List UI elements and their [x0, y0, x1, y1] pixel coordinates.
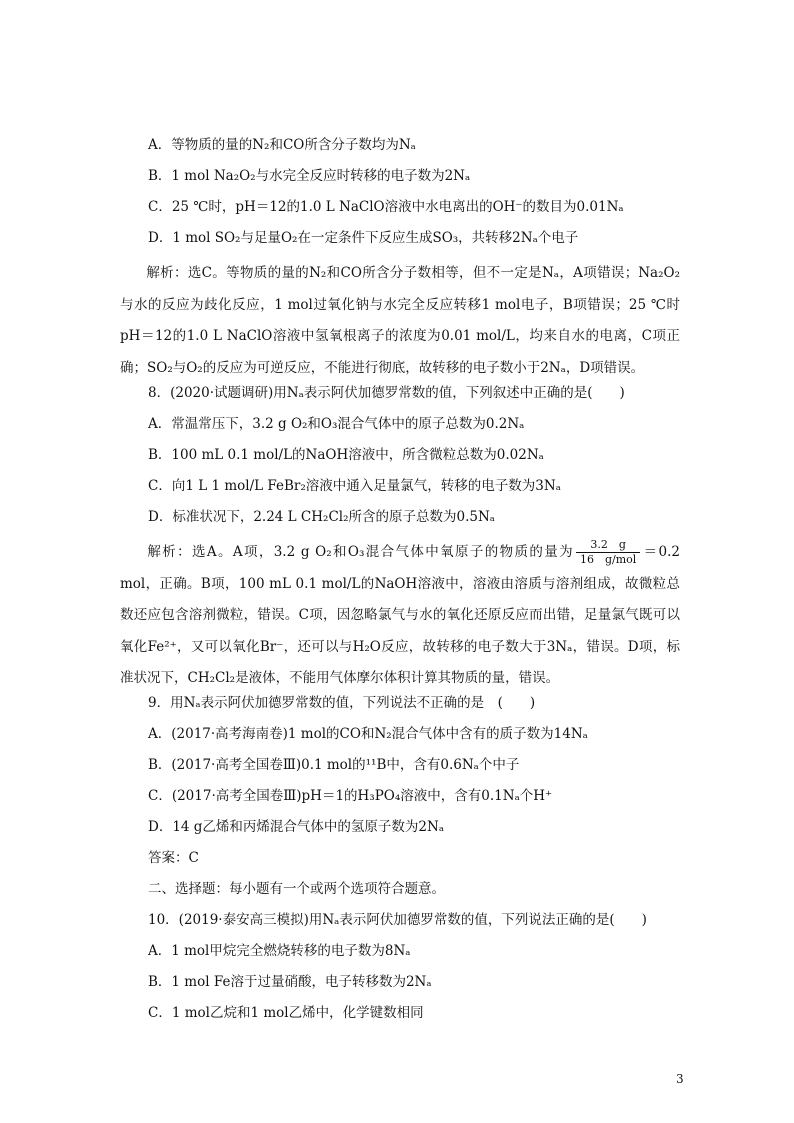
q9-answer: 答案：C — [148, 850, 199, 866]
q8-fraction-numerator: 3.2 g — [576, 538, 640, 553]
q8-fraction — [576, 538, 640, 567]
q7-option-b: B．1 mol Na₂O₂与水完全反应时转移的电子数为2Nₐ — [148, 168, 471, 184]
q8-analysis — [120, 537, 680, 695]
q8-fraction-denominator: 16 g/mol — [579, 553, 637, 566]
q7-option-a: A．等物质的量的N₂和CO所含分子数均为Nₐ — [148, 137, 416, 153]
q9-option-d: D．14 g乙烯和丙烯混合气体中的氢原子数为2Nₐ — [148, 819, 445, 835]
q9-option-a: A．(2017·高考海南卷)1 mol的CO和N₂混合气体中含有的质子数为14Nₐ — [148, 726, 588, 742]
section-2-title: 二、选择题：每小题有一个或两个选项符合题意。 — [148, 881, 445, 897]
q9-option-c: C．(2017·高考全国卷Ⅲ)pH＝1的H₃PO₄溶液中，含有0.1Nₐ个H⁺ — [148, 788, 553, 804]
q8-analysis-post: ＝0.2 mol，正确。B项，100 mL 0.1 mol/L的NaOH溶液中，溶液由溶质与溶剂组成，故微粒总数还应包含溶剂微粒，错误。C项，因忽略氯气与水的氧化还原反应而出错，足量氯气既可以氧化Fe²⁺，又可以氧化Br⁻，还可以与H₂O反应，故转移的电子数大于3Nₐ，错误。D项，标准状况下，CH₂Cl₂是液体，不能用气体摩尔体积计算其物质的量，错误。 — [120, 544, 680, 686]
q10-stem: 10．(2019·泰安高三模拟)用Nₐ表示阿伏加德罗常数的值，下列说法正确的是( ) — [148, 912, 647, 928]
q8-option-d: D．标准状况下，2.24 L CH₂Cl₂所含的原子总数为0.5Nₐ — [148, 509, 495, 525]
q7-analysis — [120, 258, 680, 384]
page-number: 3 — [676, 1072, 684, 1086]
q10-option-a: A．1 mol甲烷完全燃烧转移的电子数为8Nₐ — [148, 943, 411, 959]
q8-option-b: B．100 mL 0.1 mol/L的NaOH溶液中，所含微粒总数为0.02Nₐ — [148, 447, 544, 463]
q10-option-b: B．1 mol Fe溶于过量硝酸，电子转移数为2Nₐ — [148, 974, 432, 990]
q7-option-c: C．25 ℃时，pH＝12的1.0 L NaClO溶液中水电离出的OH⁻的数目为0.01Nₐ — [148, 199, 624, 215]
q9-stem: 9．用Nₐ表示阿伏加德罗常数的值，下列说法不正确的是 ( ) — [148, 695, 536, 711]
q8-option-a: A．常温常压下，3.2 g O₂和O₃混合气体中的原子总数为0.2Nₐ — [148, 416, 525, 432]
q7-analysis-text: 解析：选C。等物质的量的N₂和CO所含分子数相等，但不一定是Nₐ，A项错误；Na₂O₂与水的反应为歧化反应，1 mol过氧化钠与水完全反应转移1 mol电子，B项错误；25 ℃时pH＝12的1.0 L NaClO溶液中氢氧根离子的浓度为0.01 mol/L，均来自水的电离，C项正确；SO₂与O₂的反应为可逆反应，不能进行彻底，故转移的电子数小于2Nₐ，D项错误。 — [120, 265, 680, 376]
q9-option-b: B．(2017·高考全国卷Ⅲ)0.1 mol的¹¹B中，含有0.6Nₐ个中子 — [148, 757, 520, 773]
q7-option-d: D．1 mol SO₂与足量O₂在一定条件下反应生成SO₃，共转移2Nₐ个电子 — [148, 230, 579, 246]
q8-stem: 8．(2020·试题调研)用Nₐ表示阿伏加德罗常数的值，下列叙述中正确的是( ) — [148, 385, 625, 401]
q8-option-c: C．向1 L 1 mol/L FeBr₂溶液中通入足量氯气，转移的电子数为3Nₐ — [148, 478, 561, 494]
q10-option-c: C．1 mol乙烷和1 mol乙烯中，化学键数相同 — [148, 1005, 424, 1021]
q8-analysis-pre: 解析：选A。A项，3.2 g O₂和O₃混合气体中氧原子的物质的量为 — [146, 544, 574, 560]
